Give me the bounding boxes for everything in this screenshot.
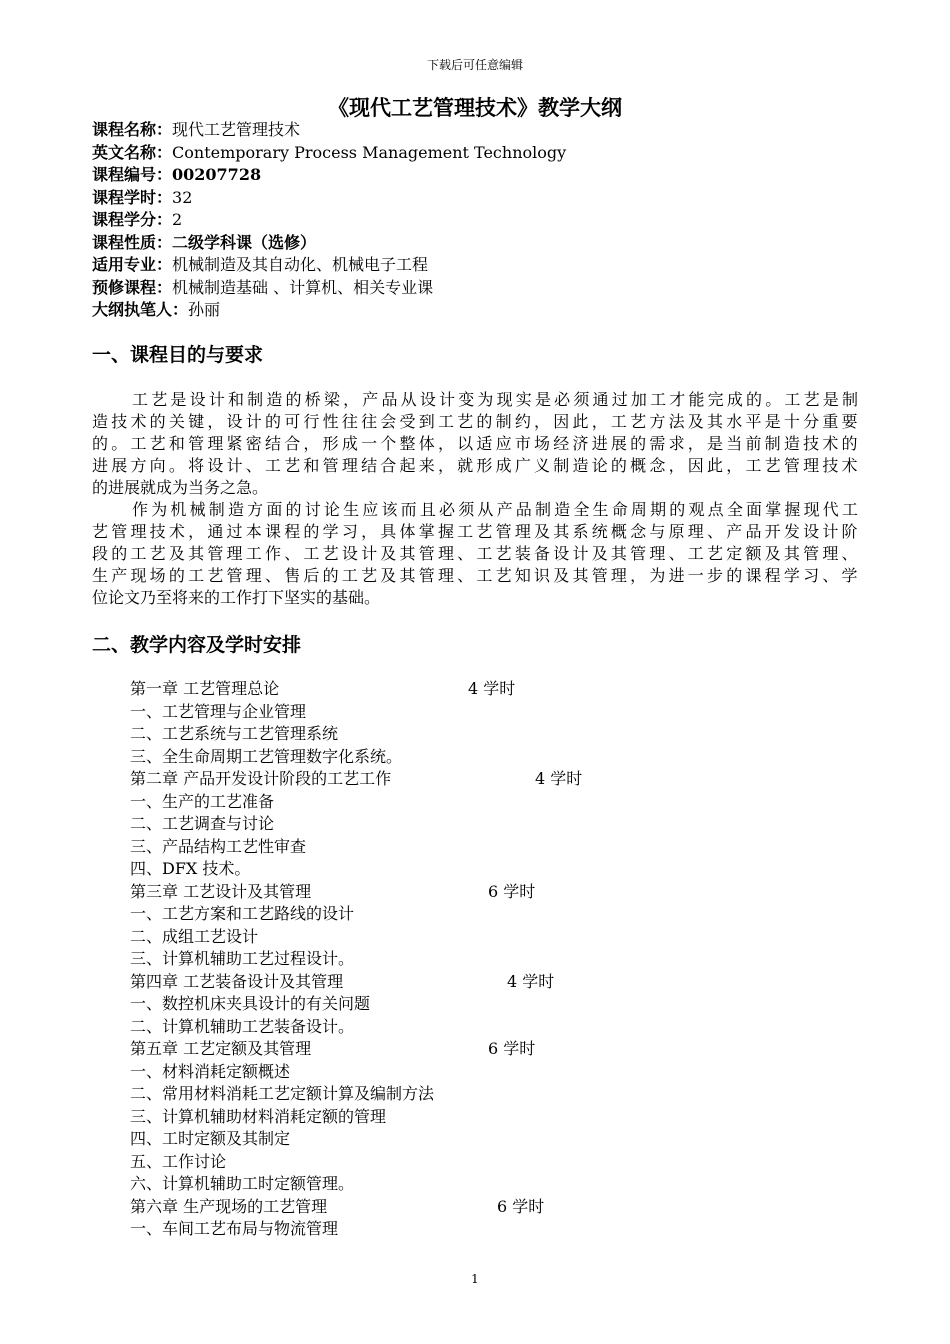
subtopic-row: [130, 1218, 830, 1241]
teaching-outline: [130, 678, 830, 1241]
subtopic-row: [130, 723, 830, 746]
meta-value: 现代工艺管理技术: [172, 120, 301, 139]
subtopic-row: [130, 993, 830, 1016]
chapter-hours: 6 学时: [497, 1196, 545, 1216]
chapter-title: 第二章 产品开发设计阶段的工艺工作: [130, 769, 392, 788]
section-2-heading: 二、教学内容及学时安排: [92, 634, 302, 656]
paragraph-line: [92, 565, 858, 587]
meta-value: 机械制造及其自动化、机械电子工程: [172, 255, 429, 274]
meta-row: [92, 299, 862, 322]
subtopic-text: 三、计算机辅助材料消耗定额的管理: [130, 1106, 387, 1126]
meta-label: 预修课程：: [92, 277, 173, 297]
meta-value: 二级学科课（选修）: [172, 232, 317, 252]
meta-value: 2: [172, 210, 183, 229]
subtopic-row: [130, 1151, 830, 1174]
meta-row: [92, 254, 862, 277]
paragraph-line-text: 生 产 现 场 的 工 艺 管 理 、 售 后 的 工 艺 及 其 管 理 、 工 艺 知 识 及 其 管 理 ， 为 进 一 步 的 课 程 学 习 、 学: [92, 566, 858, 585]
subtopic-row: [130, 791, 830, 814]
meta-row: [92, 164, 862, 187]
chapter-row: [130, 678, 830, 701]
subtopic-text: 一、工艺管理与企业管理: [130, 701, 307, 721]
subtopic-text: 一、车间工艺布局与物流管理: [130, 1219, 339, 1238]
paragraph-line-text: 作 为 机 械 制 造 方 面 的 讨 论 生 应 该 而 且 必 须 从 产 品 制 造 全 生 命 周 期 的 观 点 全 面 掌 握 现 代 工: [132, 500, 858, 519]
paragraph-line-text: 段 的 工 艺 及 其 管 理 工 作 、 工 艺 设 计 及 其 管 理 、 工 艺 装 备 设 计 及 其 管 理 、 工 艺 定 额 及 其 管 理 、: [92, 544, 858, 563]
section-1-paragraph-2: [92, 499, 858, 609]
subtopic-text: 五、工作讨论: [130, 1151, 227, 1171]
chapter-row: [130, 1038, 830, 1061]
chapter-hours: 6 学时: [488, 1039, 536, 1058]
subtopic-text: 三、产品结构工艺性审查: [130, 836, 307, 856]
subtopic-row: [130, 1061, 830, 1084]
subtopic-row: [130, 1128, 830, 1151]
page-number: 1: [471, 1272, 479, 1286]
meta-row: [92, 232, 862, 255]
subtopic-text: 三、全生命周期工艺管理数字化系统。: [130, 746, 403, 766]
subtopic-row: [130, 1016, 830, 1039]
chapter-row: [130, 768, 830, 791]
subtopic-text: 一、材料消耗定额概述: [130, 1061, 291, 1081]
subtopic-text: 二、工艺调查与讨论: [130, 814, 275, 833]
subtopic-text: 二、工艺系统与工艺管理系统: [130, 724, 339, 743]
meta-row: [92, 209, 862, 232]
meta-value: 32: [172, 187, 193, 207]
chapter-row: [130, 971, 830, 994]
chapter-row: [130, 881, 830, 904]
meta-value: 孙丽: [188, 300, 221, 319]
paragraph-line-text: 艺 管 理 技 术 ， 通 过 本 课 程 的 学 习 ， 具 体 掌 握 工 艺 管 理 及 其 系 统 概 念 与 原 理 、 产 品 开 发 设 计 阶: [92, 522, 858, 541]
subtopic-text: 二、成组工艺设计: [130, 926, 259, 946]
paragraph-line: [92, 411, 858, 433]
subtopic-text: 四、工时定额及其制定: [130, 1129, 291, 1148]
section-1-heading: 一、课程目的与要求: [92, 344, 264, 366]
subtopic-text: 一、工艺方案和工艺路线的设计: [130, 904, 355, 923]
meta-label: 课程性质：: [92, 232, 173, 252]
paragraph-line: [92, 477, 858, 499]
subtopic-text: 四、DFX 技术。: [130, 859, 251, 878]
paragraph-line: [92, 433, 858, 455]
meta-label: 英文名称：: [92, 142, 173, 162]
subtopic-row: [130, 1106, 830, 1129]
chapter-hours: 6 学时: [488, 881, 536, 901]
subtopic-row: [130, 1173, 830, 1196]
chapter-hours: 4 学时: [535, 769, 583, 788]
chapter-title: 第四章 工艺装备设计及其管理: [130, 971, 344, 991]
paragraph-line: [92, 499, 858, 521]
subtopic-row: [130, 858, 830, 881]
subtopic-text: 三、计算机辅助工艺过程设计。: [130, 949, 355, 968]
meta-row: [92, 277, 862, 300]
paragraph-line: [92, 455, 858, 477]
subtopic-row: [130, 836, 830, 859]
subtopic-text: 一、生产的工艺准备: [130, 791, 275, 811]
chapter-hours: 4 学时: [468, 679, 516, 698]
subtopic-text: 六、计算机辅助工时定额管理。: [130, 1174, 355, 1193]
chapter-title: 第一章 工艺管理总论: [130, 679, 280, 698]
subtopic-row: [130, 903, 830, 926]
meta-row: [92, 187, 862, 210]
meta-value: 00207728: [172, 165, 262, 184]
chapter-hours: 4 学时: [507, 971, 555, 991]
paragraph-line-text: 造 技 术 的 关 键 ， 设 计 的 可 行 性 往 往 会 受 到 工 艺 的 制 约 ， 因 此 ， 工 艺 方 法 及 其 水 平 是 十 分 重 要: [92, 412, 858, 431]
subtopic-row: [130, 926, 830, 949]
meta-row: [92, 142, 862, 165]
meta-label: 适用专业：: [92, 255, 173, 274]
meta-value: 机械制造基础 、计算机、相关专业课: [172, 277, 434, 297]
paragraph-line: [92, 389, 858, 411]
paragraph-line-text: 工 艺 是 设 计 和 制 造 的 桥 梁 ， 产 品 从 设 计 变 为 现 实 是 必 须 通 过 加 工 才 能 完 成 的 。 工 艺 是 制: [132, 390, 858, 409]
meta-label: 课程学分：: [92, 210, 173, 229]
paragraph-line-text: 进 展 方 向 。 将 设 计 、 工 艺 和 管 理 结 合 起 来 ， 就 形 成 广 义 制 造 论 的 概 念 ， 因 此 ， 工 艺 管 理 技 术: [92, 456, 858, 475]
chapter-title: 第三章 工艺设计及其管理: [130, 881, 312, 901]
document-title: 《现代工艺管理技术》教学大纲: [328, 95, 622, 120]
subtopic-row: [130, 948, 830, 971]
meta-label: 课程学时：: [92, 187, 173, 207]
paragraph-line-text: 位论文乃至将来的工作打下坚实的基础。: [92, 588, 381, 607]
course-meta: [92, 119, 862, 322]
meta-label: 课程名称：: [92, 120, 173, 139]
section-1-paragraph-1: [92, 389, 858, 499]
subtopic-text: 二、常用材料消耗工艺定额计算及编制方法: [130, 1084, 435, 1103]
subtopic-text: 二、计算机辅助工艺装备设计。: [130, 1016, 355, 1036]
chapter-row: [130, 1196, 830, 1219]
chapter-title: 第五章 工艺定额及其管理: [130, 1039, 312, 1058]
subtopic-row: [130, 701, 830, 724]
chapter-title: 第六章 生产现场的工艺管理: [130, 1196, 328, 1216]
meta-label: 课程编号：: [92, 165, 173, 184]
paragraph-line-text: 的进展就成为当务之急。: [92, 478, 269, 497]
meta-label: 大纲执笔人：: [92, 300, 189, 319]
subtopic-row: [130, 1083, 830, 1106]
meta-value: Contemporary Process Management Technology: [172, 142, 567, 162]
subtopic-row: [130, 813, 830, 836]
subtopic-text: 一、数控机床夹具设计的有关问题: [130, 994, 371, 1013]
paragraph-line: [92, 587, 858, 609]
paragraph-line: [92, 543, 858, 565]
page-header-note: 下载后可任意编辑: [426, 58, 523, 72]
paragraph-line: [92, 521, 858, 543]
paragraph-line-text: 的 。 工 艺 和 管 理 紧 密 结 合 ， 形 成 一 个 整 体 ， 以 适 应 市 场 经 济 进 展 的 需 求 ， 是 当 前 制 造 技 术 的: [92, 434, 858, 453]
meta-row: [92, 119, 862, 142]
subtopic-row: [130, 746, 830, 769]
